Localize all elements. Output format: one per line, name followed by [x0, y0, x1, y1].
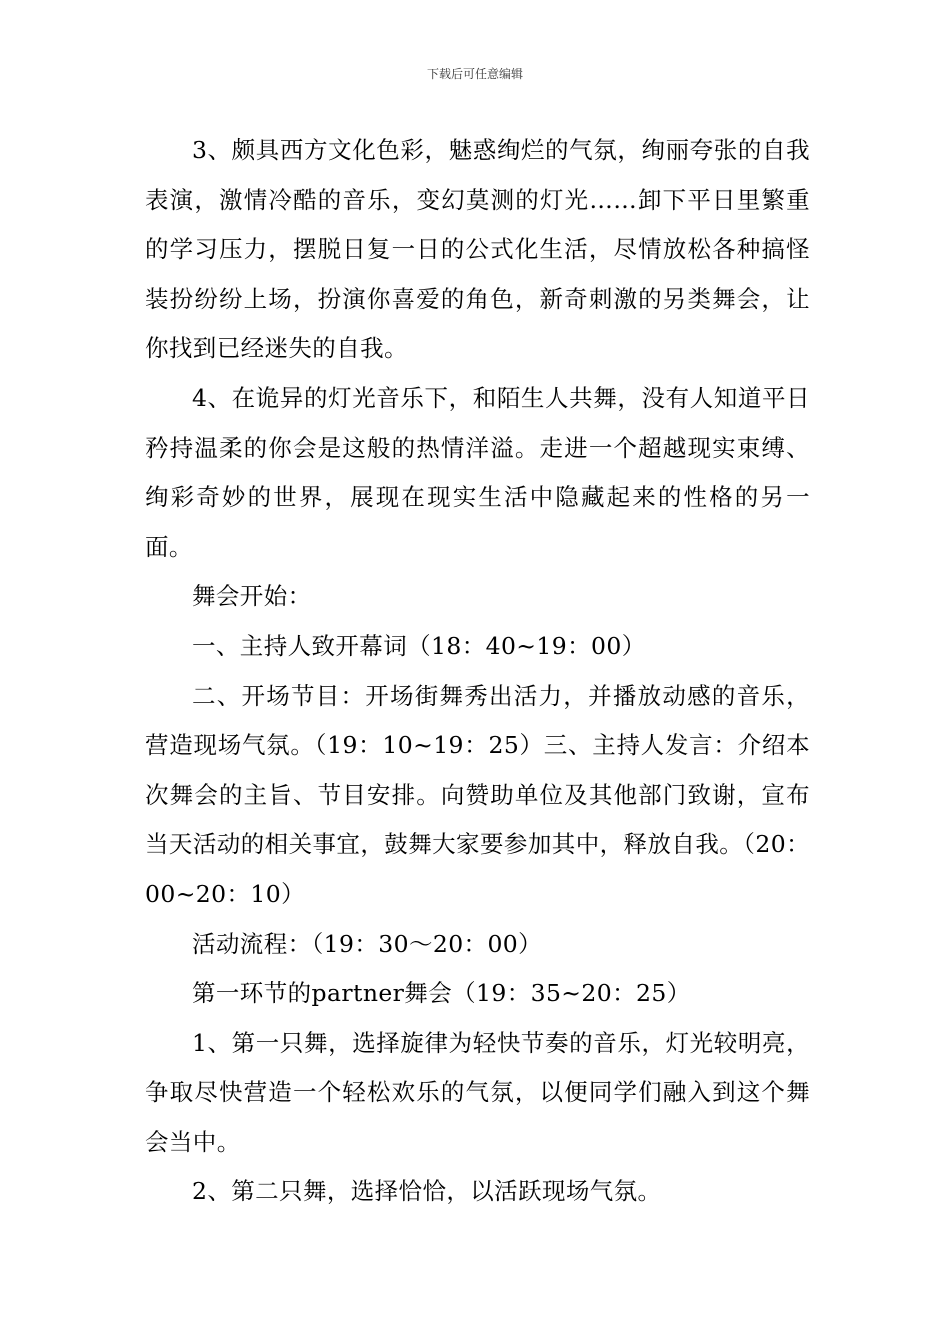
- section-heading-partner-dance: 第一环节的partner舞会（19：35~20：25）: [192, 979, 691, 1008]
- dance-item-first: 1、第一只舞，选择旋律为轻快节奏的音乐，灯光较明亮，争取尽快营造一个轻松欢乐的气氛，以便同学们融入到这个舞会当中。: [145, 1028, 810, 1156]
- section-heading-dance-start: 舞会开始：: [192, 582, 312, 611]
- dance-item-second: 2、第二只舞，选择恰恰，以活跃现场气氛。: [192, 1177, 662, 1206]
- paragraph-item-3: 3、颇具西方文化色彩，魅惑绚烂的气氛，绚丽夸张的自我表演，激情冷酷的音乐，变幻莫测的灯光……卸下平日里繁重的学习压力，摆脱日复一日的公式化生活，尽情放松各种搞怪装扮纷纷上场，扮演你喜爱的角色，新奇刺激的另类舞会，让你找到已经迷失的自我。: [145, 136, 810, 363]
- agenda-item-opening-speech: 一、主持人致开幕词（18：40~19：00）: [192, 631, 646, 660]
- section-heading-activity-flow: 活动流程：（19：30～20：00）: [192, 929, 543, 958]
- agenda-item-opening-show: 二、开场节目：开场街舞秀出活力，并播放动感的音乐，营造现场气氛。（19：10~19：25）三、主持人发言：介绍本次舞会的主旨、节目安排。向赞助单位及其他部门致谢，宣布当天活动的相关事宜，鼓舞大家要参加其中，释放自我。（20：00~20：10）: [145, 681, 810, 908]
- page-header-note: 下载后可任意编辑: [426, 67, 523, 81]
- paragraph-item-4: 4、在诡异的灯光音乐下，和陌生人共舞，没有人知道平日矜持温柔的你会是这般的热情洋溢。走进一个超越现实束缚、绚彩奇妙的世界，展现在现实生活中隐藏起来的性格的另一面。: [145, 383, 810, 561]
- document-body: [145, 126, 810, 1217]
